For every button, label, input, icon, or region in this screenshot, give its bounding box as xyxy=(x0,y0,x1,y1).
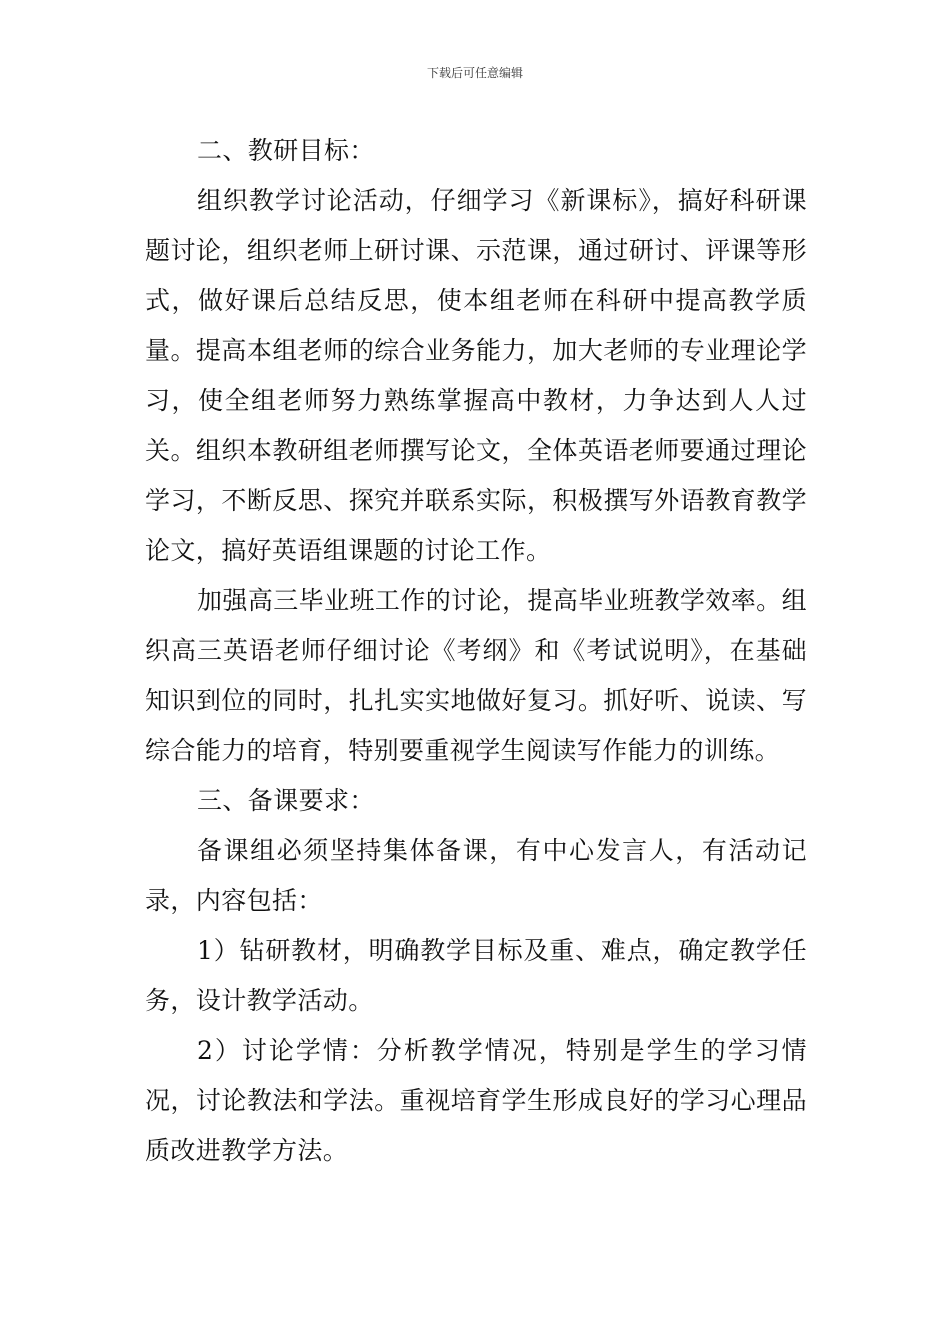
section-heading-research-goals: 二、教研目标： xyxy=(197,136,375,165)
section-heading-lesson-prep: 三、备课要求： xyxy=(197,786,375,815)
document-body xyxy=(145,126,807,1176)
paragraph-senior-class-work: 加强高三毕业班工作的讨论，提高毕业班教学效率。组织高三英语老师仔细讨论《考纲》和《考试说明》，在基础知识到位的同时，扎扎实实地做好复习。抓好听、说读、写综合能力的培育，特别要重视学生阅读写作能力的训练。 xyxy=(145,586,807,765)
page-header: 下载后可任意编辑 xyxy=(426,66,523,80)
paragraph-collective-prep: 备课组必须坚持集体备课，有中心发言人，有活动记录，内容包括： xyxy=(145,836,807,915)
list-item-study-materials: 1）钻研教材，明确教学目标及重、难点，确定教学任务，设计教学活动。 xyxy=(145,936,807,1015)
list-item-study-learners: 2）讨论学情：分析教学情况，特别是学生的学习情况，讨论教法和学法。重视培育学生形成良好的学习心理品质改进教学方法。 xyxy=(145,1036,807,1165)
paragraph-research-activities: 组织教学讨论活动，仔细学习《新课标》，搞好科研课题讨论，组织老师上研讨课、示范课，通过研讨、评课等形式，做好课后总结反思，使本组老师在科研中提高教学质量。提高本组老师的综合业务能力，加大老师的专业理论学习，使全组老师努力熟练掌握高中教材，力争达到人人过关。组织本教研组老师撰写论文，全体英语老师要通过理论学习，不断反思、探究并联系实际，积极撰写外语教育教学论文，搞好英语组课题的讨论工作。 xyxy=(145,186,807,565)
